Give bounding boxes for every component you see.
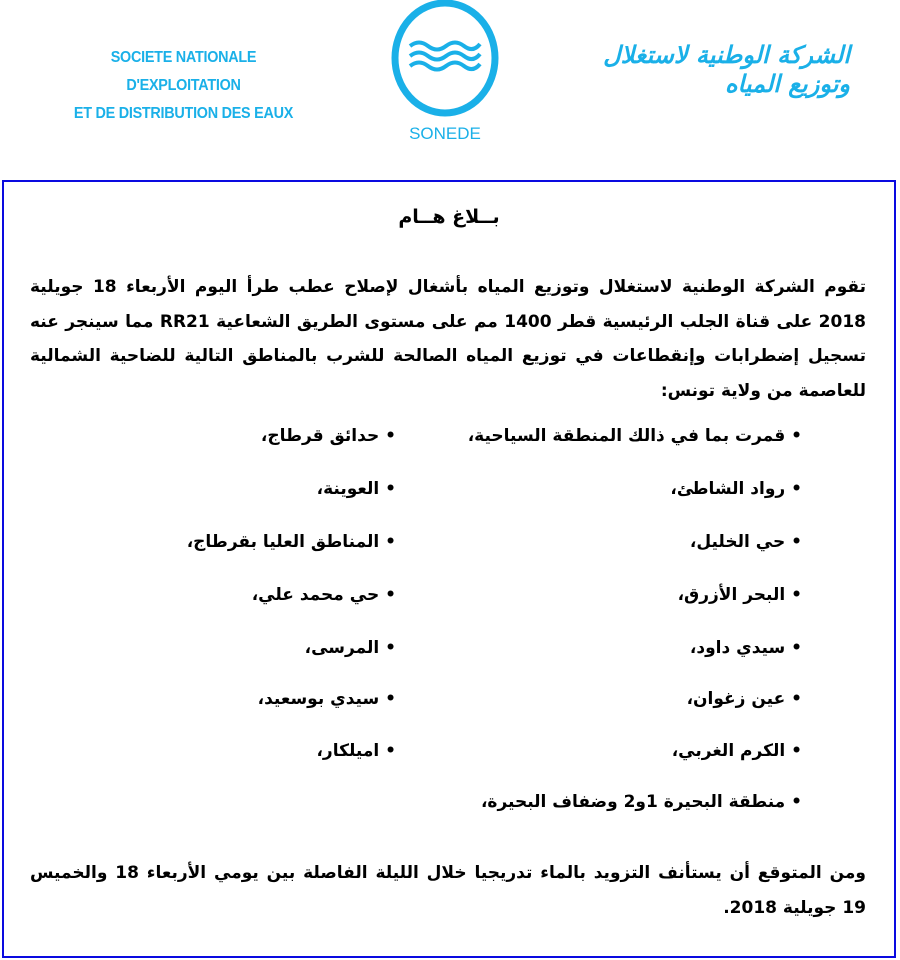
area-item: • حدائق قرطاج، (261, 426, 396, 446)
area-item: • الكرم الغربي، (672, 741, 802, 761)
area-item: • عين زغوان، (687, 689, 802, 709)
area-item: • قمرت بما في ذالك المنطقة السياحية، (468, 426, 802, 446)
company-name-arabic: الشركة الوطنية لاستغلال وتوزيع المياه (603, 40, 850, 98)
area-item: • منطقة البحيرة 1و2 وضفاف البحيرة، (481, 792, 802, 812)
area-item: • حي الخليل، (690, 532, 802, 552)
company-name-french (62, 44, 305, 128)
area-item: • سيدي داود، (690, 638, 802, 658)
area-item: • العوينة، (317, 479, 396, 499)
area-item: • حي محمد علي، (252, 585, 396, 605)
area-item: • المرسى، (305, 638, 396, 658)
logo-text: SONEDE (409, 124, 481, 143)
notice-closing: ومن المتوقع أن يستأنف التزويد بالماء تدريجيا خلال الليلة الفاصلة بين يومي الأربعاء 18 والخميس 19 جويلية 2018. (30, 863, 866, 918)
area-item: • البحر الأزرق، (678, 585, 802, 605)
notice-box (2, 180, 896, 958)
area-item: • المناطق العليا بقرطاج، (187, 532, 396, 552)
notice-intro: تقوم الشركة الوطنية لاستغلال وتوزيع المياه بأشغال لإصلاح عطب طرأ اليوم الأربعاء 18 جويلية 2018 على قناة الجلب الرئيسية قطر 1400 مم على مستوى الطريق الشعاعية RR21 مما سينجر عنه تسجيل إضطرابات وإنقطاعات في توزيع المياه الصالحة للشرب بالمناطق التالية للضاحية الشمالية للعاصمة من ولاية تونس: (30, 277, 867, 401)
fr-line-1: SOCIETE NATIONALE D'EXPLOITATION (110, 49, 257, 94)
area-item: • رواد الشاطئ، (670, 479, 802, 499)
area-item: • اميلكار، (316, 741, 396, 761)
sonede-logo (388, 0, 502, 146)
area-item: • سيدي بوسعيد، (258, 689, 396, 709)
fr-line-2: ET DE DISTRIBUTION DES EAUX (73, 105, 294, 122)
notice-title: بــلاغ هــام (398, 206, 500, 228)
